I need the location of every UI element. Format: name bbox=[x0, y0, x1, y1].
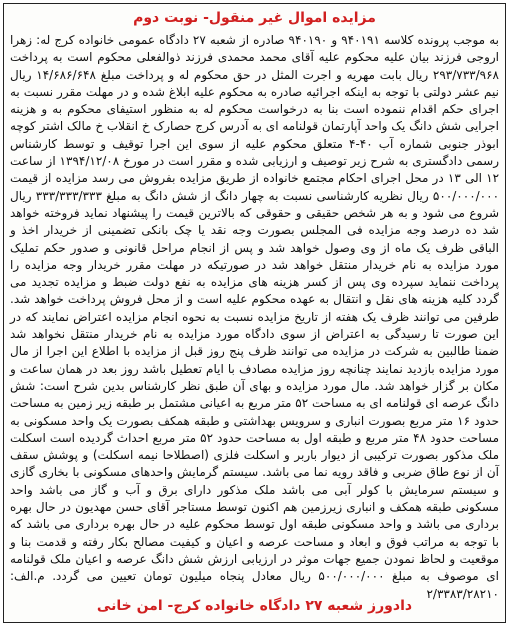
notice-body-text: به موجب پرونده کلاسه ۹۴۰۱۹۱ و ۹۴۰۱۹۰ صادره از شعبه ۲۷ دادگاه عمومی خانواده کرج له: زهرا اروجی فرزند بیان علیه محکوم علیه آقای محمد محمدی فرزند ذوالفعلی محکوم است به پرداخت ۲۹۳/۷۳۳/۹۶۸ ریال بابت مهریه و اجرت المثل در حق محکوم له و پرداخت مبلغ ۱۴/۶۸۶/۶۴۸ ریال نیم عشر دولتی با توجه به اینکه اجرائیه صادره به محکوم علیه ابلاغ شده و در مهلت مقرر نسبت به اجرای حکم اقدام ننموده است بنا به درخواست محکوم له به منظور استیفای محکوم به و هزینه اجرایی شش دانگ یک واحد آپارتمان قولنامه ای به آدرس کرج حصارک خ انقلاب خ مالک اشتر کوچه ابوذر جنوبی شماره آب ۴۰-۴ متعلق محکوم علیه از سوی این اجرا توقیف و توسط کارشناس رسمی دادگستری به شرح زیر توصیف و ارزیابی شده و مقرر است در مورخ ۱۳۹۴/۱۲/۰۸ از ساعت ۱۲ الی ۱۳ در محل اجرای احکام مجتمع خانواده از طریق مزایده بفروش می رسد مزایده از قیمت ۵۰۰/۰۰۰/۰۰۰ ریال نظریه کارشناسی نسبت به چهار دانگ از شش دانگ به مبلغ ۳۳۳/۳۳۳/۳۳۳ ریال شروع می شود و به هر شخص حقیقی و حقوقی که بالاترین قیمت را پیشنهاد نماید فروخته خواهد شد ده درصد وجه مزایده فی المجلس بصورت وجه نقد یا چک بانکی تضمینی از خریدار اخذ و الباقی ظرف یک ماه از وی وصول خواهد شد و پس از انجام مراحل قانونی و صدور حکم تملیک مورد مزایده به نام خریدار منتقل خواهد شد در صورتیکه در مهلت مقرر خریدار وجه مزایده را پرداخت ننماید سپرده وی پس از کسر هزینه های مزایده به نفع دولت ضبط و مزایده تجدید می گردد کلیه هزینه های نقل و انتقال به عهده محکوم علیه است و از محل فروش پرداخت خواهد شد. طرفین می توانند ظرف یک هفته از تاریخ مزایده نسبت به نحوه انجام مزایده اعتراض نمایند که در این صورت تا رسیدگی به اعتراض از سوی دادگاه مورد مزایده به نام خریدار منتقل نخواهد شد ضمنا طالبین به شرکت در مزایده می توانند ظرف پنج روز قبل از مزایده با اطلاع این اجرا از مال مورد مزایده بازدید نمایند چنانچه روز مزایده مصادف با ایام تعطیل باشد روز بعد در همان ساعت و مکان بر گزار خواهد شد. مال مورد مزایده و بهای آن طبق نظر کارشناس بدین شرح است: شش دانگ عرصه ای قولنامه ای به مساحت ۵۲ متر مربع به اعیانی مشتمل بر طبقه زیر زمین به مساحت حدود ۱۶ متر مربع بصورت انباری و سرویس بهداشتی و طبقه همکف بصورت یک واحد مسکونی به مساحت حدود ۴۸ متر مربع و طبقه اول به مساحت حدود ۵۲ متر مربع احداث گردیده است اسکلت ملک مذکور بصورت ترکیبی از دیوار باربر و اسکلت فلزی (اصطلاحا نیمه اسکلت) و پوشش سقف آن از نوع طاق ضربی و فاقد رویه نما می باشد. سیستم گرمایش واحدهای مسکونی با بخاری گازی و سیستم سرمایش با کولر آبی می باشد ملک مذکور دارای برق و آب و گاز می باشد واحد مسکونی طبقه همکف و انباری زیرزمین هم اکنون توسط مستاجر آقای حسن مهدیون در حال بهره برداری می باشد و واحد مسکونی طبقه اول توسط محکوم علیه در حال بهره برداری می باشد که با توجه به مراتب فوق و ابعاد و مساحت عرصه و اعیان و کیفیت مصالح بکار رفته و قدمت بنا و موقعیت و لحاظ نمودن جمیع جهات موثر در ارزیابی ارزش شش دانگ عرصه و اعیان ملک قولنامه ای موصوف به مبلغ ۵۰۰/۰۰۰/۰۰۰ ریال معادل پنجاه میلیون تومان تعیین می گردد. م.الف: ۲/۳۳۸۳/۲۸۲۱۰ bbox=[10, 33, 500, 601]
notice-title: مزایده اموال غیر منقول- نوبت دوم bbox=[133, 10, 376, 26]
notice-body bbox=[10, 32, 500, 601]
legal-notice bbox=[3, 3, 506, 623]
notice-signature: دادورز شعبه ۲۷ دادگاه خانواده کرج- امن خانی bbox=[96, 598, 413, 614]
